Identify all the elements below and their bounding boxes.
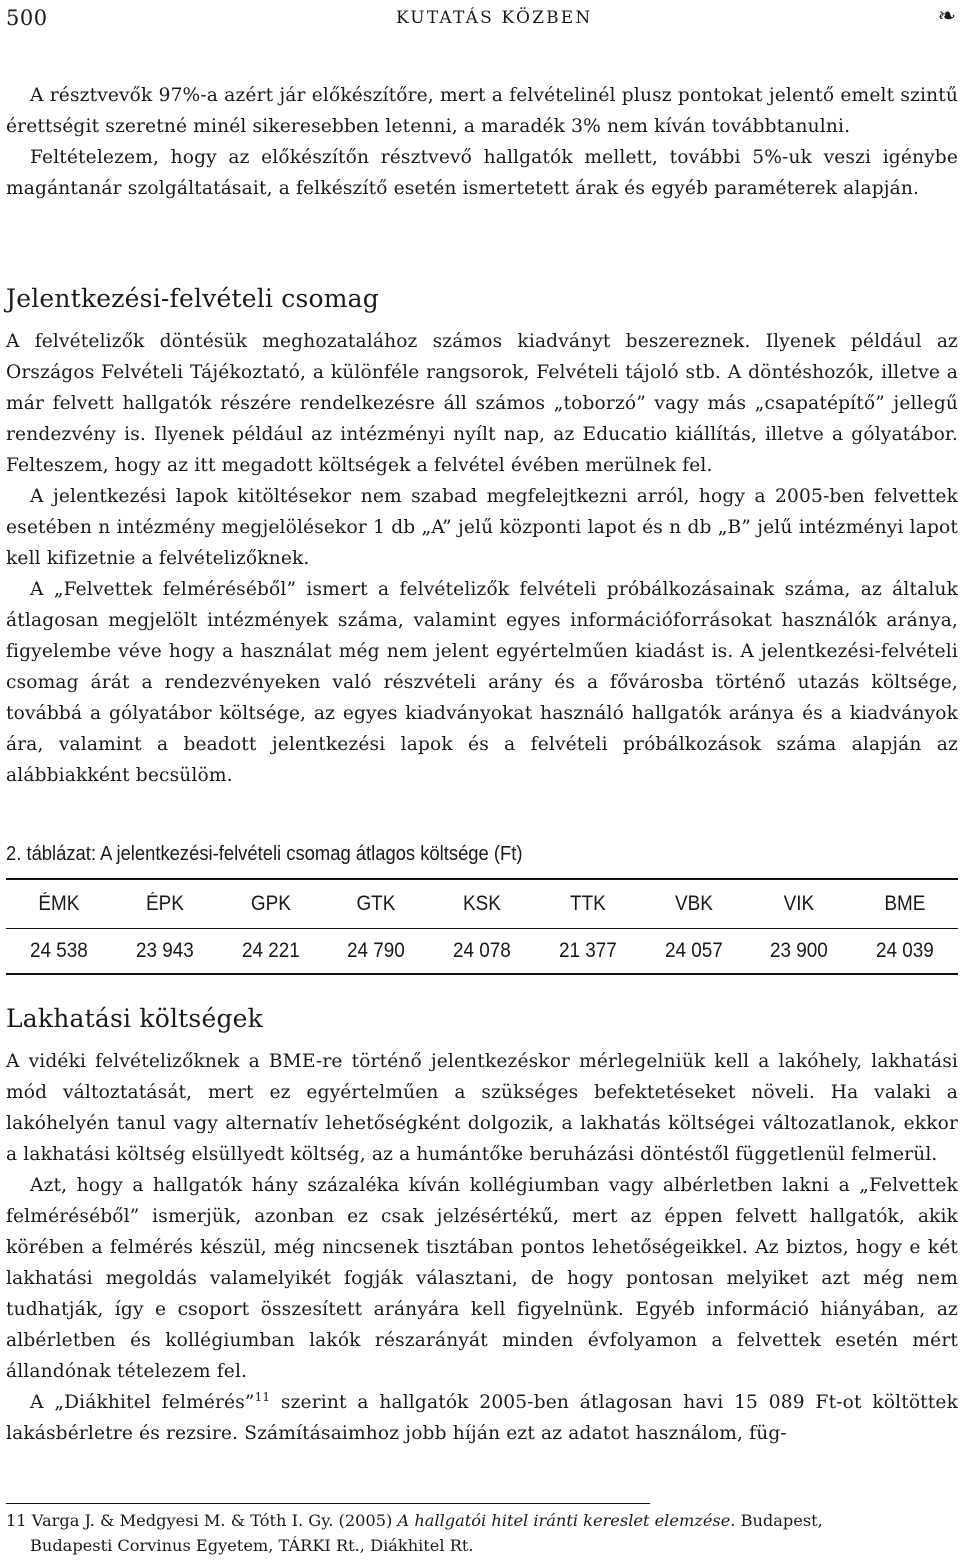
page-number: 500 (6, 6, 48, 30)
cost-table (6, 878, 958, 975)
section-heading-lakhatasi: Lakhatási költségek (6, 1004, 263, 1033)
table-cell: 23 900 (770, 939, 829, 962)
table-header-cell: VBK (674, 892, 713, 915)
paragraph: Feltételezem, hogy az előkészítőn résztvevő hallgatók mellett, további 5%-uk veszi igénybe magántanár szolgáltatásait, a felkészítő esetén ismertetett árak és egyéb paraméterek alapján. (6, 147, 958, 199)
table-cell: 24 078 (453, 939, 511, 962)
table-cell: 24 538 (29, 939, 88, 962)
table-cell: 21 377 (558, 939, 617, 962)
table-cell: 24 039 (876, 939, 935, 962)
table-header-cell: GPK (250, 892, 291, 915)
paragraph: A vidéki felvételizőknek a BME-re történő jelentkezéskor mérlegelniük kell a lakóhely, lakhatási mód változtatását, mert ez egyértelműen a szükséges befektetéseket növeli. Ha valaki a lakóhelyén tanul vagy alternatív lehetőségként dolgozik, a lakhatás költségei változatlanok, ekkor a lakhatási költség elsüllyedt költség, az a humántőke beruházási döntéstől függetlenül felmerül. (6, 1051, 958, 1165)
section-heading-jelentkezesi: Jelentkezési-felvételi csomag (6, 284, 379, 313)
footnote-place: Budapest, (740, 1511, 823, 1530)
running-title: KUTATÁS KÖZBEN (396, 8, 593, 28)
table-header-cell: GTK (356, 892, 396, 915)
footnote-number: 11 (6, 1511, 27, 1530)
table-cell: 24 057 (664, 939, 723, 962)
table-cell: 24 790 (347, 939, 406, 962)
table-header-cell: KSK (463, 892, 501, 915)
intro-block (6, 80, 958, 204)
paragraph: A „Felvettek felméréséből” ismert a felvételizők felvételi próbálkozásainak száma, az általuk átlagosan megjelölt intézmények száma, valamint egyes információforrásokat használók aránya, figyelembe véve hogy a használat még nem jelent egyértelműen kiadást is. A jelentkezési-felvételi csomag árát a rendezvényeken való részvételi arány és a fővárosba történő utazás költsége, továbbá a gólyatábor költsége, az egyes kiadványokat használó hallgatók aránya és a kiadványok ára, valamint a beadott jelentkezési lapok és a felvételi próbálkozások száma alapján az alábbiakként becsülöm. (6, 579, 958, 786)
page-header (6, 0, 958, 34)
document-page (6, 0, 958, 1555)
footnote-authors: Varga J. & Medgyesi M. & Tóth I. Gy. (2005) (31, 1511, 393, 1530)
table-header-cell: VIK (784, 892, 815, 915)
paragraph-text: szerint a hallgatók 2005-ben átlagosan havi 15 089 Ft-ot költöttek lakásbérletre és rezsire. Számításaimhoz jobb híján ezt az adatot használom, füg- (6, 1392, 958, 1444)
paragraph: Azt, hogy a hallgatók hány százaléka kíván kollégiumban vagy albérletben lakni a „Felvettek felméréséből” ismerjük, azonban ez csak jelzésértékű, mert az éppen felvett hallgatók, akik körében a felmérés készül, még nincsenek tisztában pontos lehetőségeikkel. Az biztos, hogy e két lakhatási megoldás valamelyikét fogják választani, de hogy pontosan melyiket azt még nem tudhatják, így e csoport összesített arányára kell figyelnünk. Egyéb információ hiányában, az albérletben és kollégiumban lakók részarányát minden évfolyamon a felvettek esetén mért állandónak tételezem fel. (6, 1175, 958, 1382)
fleuron-ornament-icon: ❧ (937, 4, 956, 29)
table-caption: 2. táblázat: A jelentkezési-felvételi csomag átlagos költsége (Ft) (6, 843, 523, 865)
table-row (6, 929, 958, 973)
footnote-publisher: Budapesti Corvinus Egyetem, TÁRKI Rt., Diákhitel Rt. (30, 1536, 474, 1555)
paragraph: A résztvevők 97%-a azért jár előkészítőre, mert a felvételinél plusz pontokat jelentő emelt szintű érettségit szeretné minél sikeresebben letenni, a maradék 3% nem kíván továbbtanulni. (6, 85, 958, 137)
paragraph: A felvételizők döntésük meghozatalához számos kiadványt beszereznek. Ilyenek például az Országos Felvételi Tájékoztató, a különféle rangsorok, Felvételi tájoló stb. A döntéshozók, illetve a már felvett hallgatók részére rendelkezésre áll számos „toborzó” vagy más „csapatépítő” jellegű rendezvény is. Ilyenek például az intézményi nyílt nap, az Educatio kiállítás, illetve a gólyatábor. Felteszem, hogy az itt megadott költségek a felvétel évében merülnek fel. (6, 331, 958, 476)
paragraph: A jelentkezési lapok kitöltésekor nem szabad megfelejtkezni arról, hogy a 2005-ben felvettek esetében n intézmény megjelölésekor 1 db „A” jelű központi lapot és n db „B” jelű intézményi lapot kell kifizetnie a felvételizőknek. (6, 486, 958, 569)
table-header-row (6, 880, 958, 929)
lakhatasi-section-body (6, 1046, 958, 1449)
paragraph-text: A „Diákhitel felmérés” (30, 1392, 255, 1413)
table-header-cell: ÉMK (38, 892, 80, 915)
footnote-title: A hallgatói hitel iránti kereslet elemzése. (397, 1511, 736, 1530)
footnote (6, 1508, 958, 1558)
footnote-ref[interactable]: 11 (254, 1389, 271, 1404)
table-cell: 23 943 (135, 939, 194, 962)
table-header-cell: ÉPK (145, 892, 184, 915)
table-header-cell: BME (884, 892, 926, 915)
table-cell: 24 221 (241, 939, 300, 962)
jelentkezesi-section-body (6, 326, 958, 791)
table-header-cell: TTK (569, 892, 606, 915)
footnote-rule (6, 1503, 650, 1504)
footnote-line (6, 1508, 958, 1533)
paragraph (6, 1387, 958, 1449)
